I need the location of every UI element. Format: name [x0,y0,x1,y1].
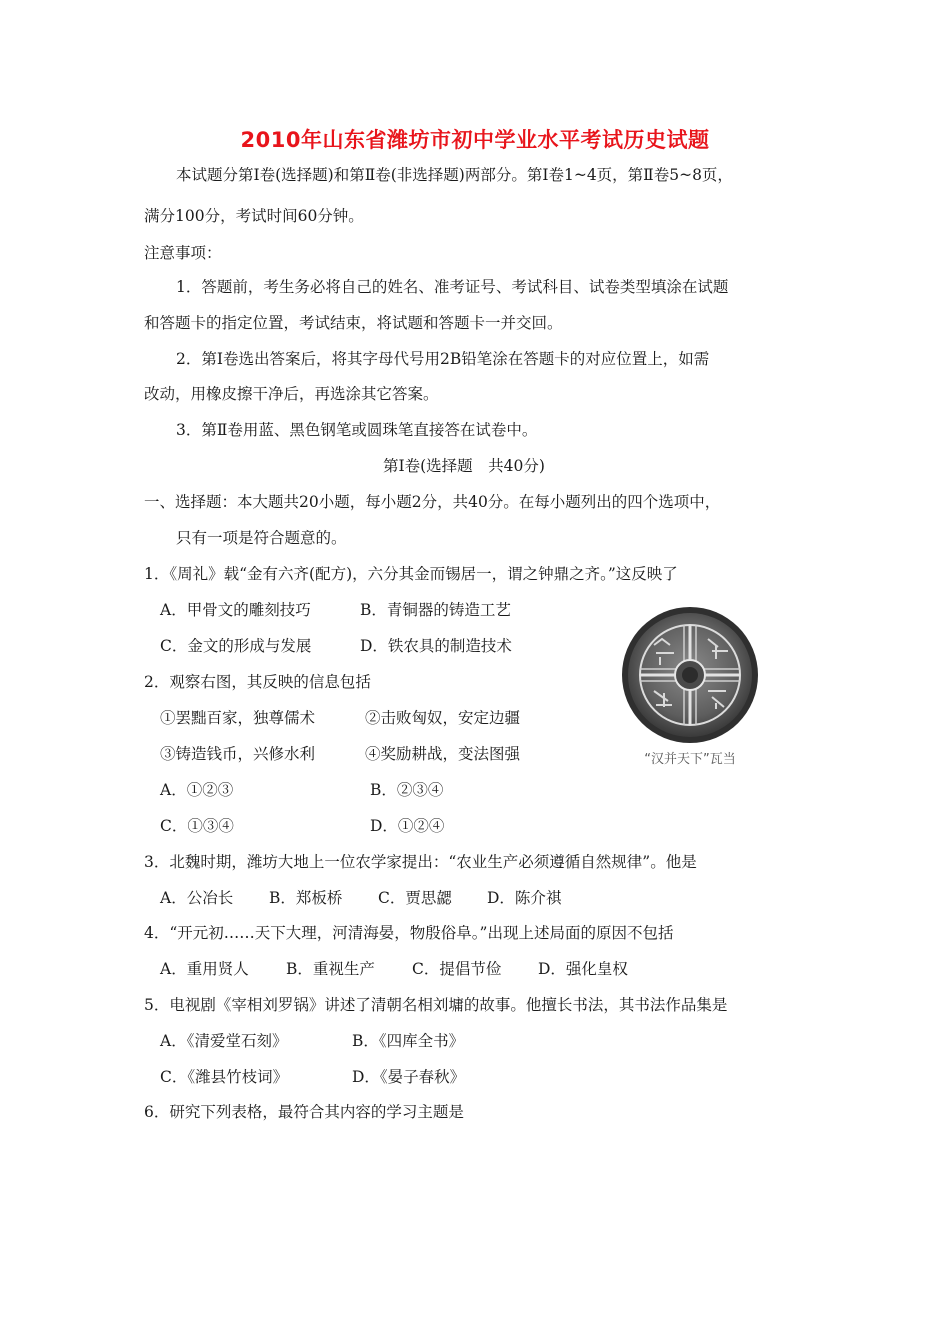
q2-option-a: A．①②③ [160,781,234,799]
q4-option-a: A．重用贤人 [160,960,249,978]
q1-option-a: A．甲骨文的雕刻技巧 [160,601,311,619]
page-title: 2010年山东省潍坊市初中学业水平考试历史试题 [240,128,710,152]
note-2-line-2: 改动，用橡皮擦干净后，再选涂其它答案。 [144,385,439,403]
q3-stem: 3．北魏时期，潍坊大地上一位农学家提出：“农业生产必须遵循自然规律”。他是 [144,853,697,871]
q2-stem: 2．观察右图，其反映的信息包括 [144,673,371,691]
section-instructions-1: 一、选择题：本大题共20小题，每小题2分，共40分。在每小题列出的四个选项中， [144,493,721,511]
q4-option-c: C．提倡节俭 [412,960,502,978]
roof-tile-caption: “汉并天下”瓦当 [644,752,736,767]
note-1-line-2: 和答题卡的指定位置，考试结束，将试题和答题卡一并交回。 [144,314,563,332]
intro-line-1: 本试题分第Ⅰ卷(选择题)和第Ⅱ卷(非选择题)两部分。第Ⅰ卷1~4页，第Ⅱ卷5~8页， [176,166,733,184]
q5-option-c: C．《潍县竹枝词》 [160,1068,289,1086]
q3-option-b: B．郑板桥 [269,889,343,907]
q1-option-c: C．金文的形成与发展 [160,637,312,655]
q5-stem: 5．电视剧《宰相刘罗锅》讲述了清朝名相刘墉的故事。他擅长书法，其书法作品集是 [144,996,728,1014]
note-3: 3．第Ⅱ卷用蓝、黑色钢笔或圆珠笔直接答在试卷中。 [176,421,538,439]
q4-stem: 4．“开元初……天下大理，河清海晏，物殷俗阜。”出现上述局面的原因不包括 [144,924,674,942]
q1-option-b: B．青铜器的铸造工艺 [360,601,511,619]
q3-option-c: C．贾思勰 [378,889,452,907]
q4-option-b: B．重视生产 [286,960,375,978]
q1-option-d: D．铁农具的制造技术 [360,637,512,655]
q2-statement-1: ①罢黜百家，独尊儒术 [160,709,316,727]
q2-option-c: C．①③④ [160,817,234,835]
q2-statement-2: ②击败匈奴，安定边疆 [365,709,521,727]
q2-statement-3: ③铸造钱币，兴修水利 [160,745,316,763]
q5-option-d: D．《晏子春秋》 [352,1068,466,1086]
q5-option-b: B．《四库全书》 [352,1032,465,1050]
section-heading: 第Ⅰ卷(选择题 共40分) [383,457,545,475]
intro-line-2: 满分100分，考试时间60分钟。 [144,207,364,225]
q2-statement-4: ④奖励耕战，变法图强 [365,745,521,763]
q5-option-a: A．《清爱堂石刻》 [160,1032,288,1050]
q1-stem: 1．《周礼》载“金有六齐(配方)，六分其金而锡居一，谓之钟鼎之齐。”这反映了 [144,565,678,583]
q6-stem: 6．研究下列表格，最符合其内容的学习主题是 [144,1103,464,1121]
section-instructions-2: 只有一项是符合题意的。 [176,529,347,547]
roof-tile-image [616,605,766,769]
note-2-line-1: 2．第Ⅰ卷选出答案后，将其字母代号用2B铅笔涂在答题卡的对应位置上，如需 [176,350,710,368]
q4-option-d: D．强化皇权 [538,960,628,978]
note-1-line-1: 1．答题前，考生务必将自己的姓名、准考证号、考试科目、试卷类型填涂在试题 [176,278,729,296]
q3-option-d: D．陈介祺 [487,889,562,907]
q3-option-a: A．公冶长 [160,889,234,907]
q2-option-d: D．①②④ [370,817,445,835]
notes-heading: 注意事项： [144,244,222,262]
q2-option-b: B．②③④ [370,781,444,799]
